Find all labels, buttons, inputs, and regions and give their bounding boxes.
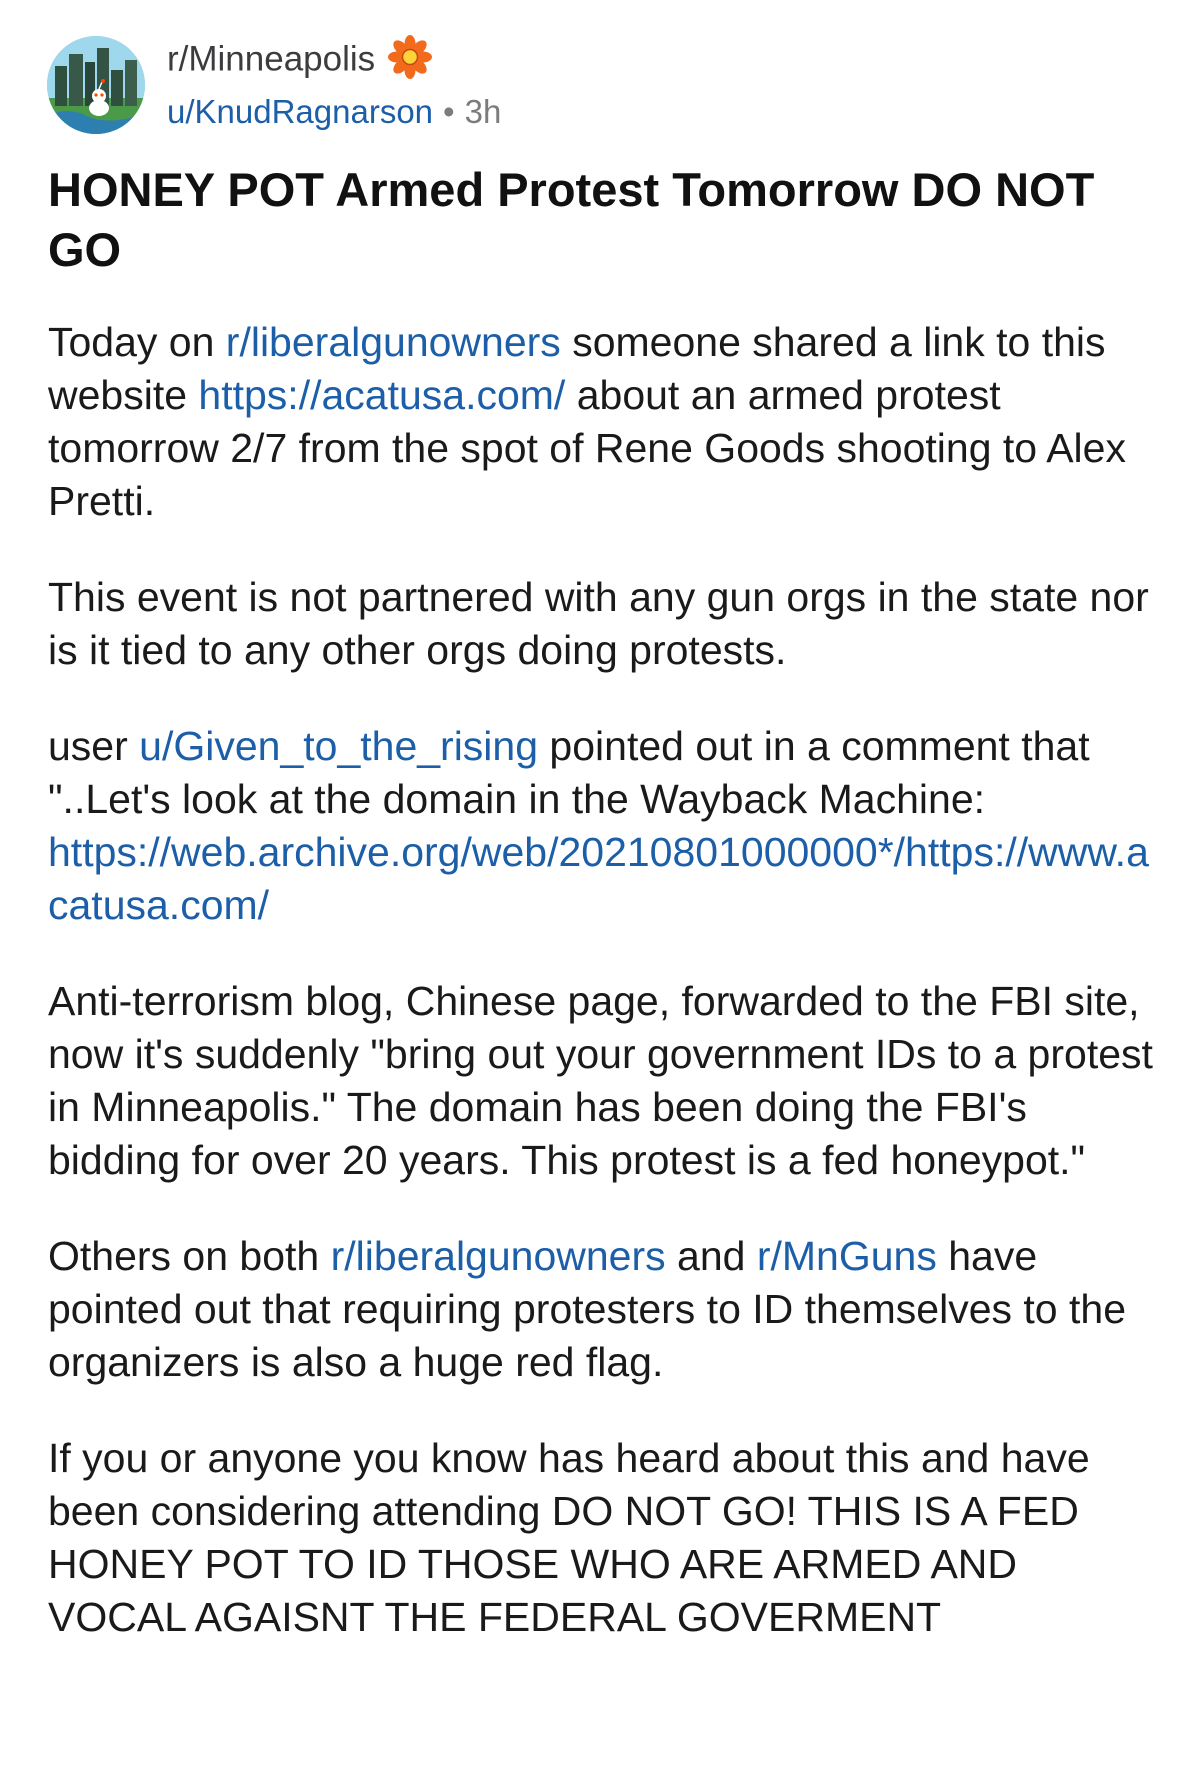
wayback-machine-link[interactable]: https://web.archive.org/web/20210801000000*/https://www.acatusa.com/ (48, 829, 1149, 928)
body-paragraph-1 (48, 316, 1153, 528)
subreddit-avatar[interactable] (47, 36, 145, 134)
text-span: pointed out in a comment that "..Let's look at the domain in the Wayback Machine: (48, 723, 1090, 822)
body-paragraph-6: If you or anyone you know has heard about this and have been considering attending DO NOT GO! THIS IS A FED HONEY POT TO ID THOSE WHO ARE ARMED AND VOCAL AGAISNT THE FEDERAL GOVERMENT (48, 1435, 1090, 1640)
skyline-avatar-icon (47, 36, 145, 134)
post-header (47, 30, 1147, 140)
text-span: Today on (48, 319, 226, 365)
text-span: Others on both (48, 1233, 331, 1279)
website-link-acatusa[interactable]: https://acatusa.com/ (198, 372, 566, 418)
text-span: about an armed protest tomorrow 2/7 from the spot of Rene Goods shooting to Alex Pretti. (48, 372, 1126, 524)
subreddit-name[interactable]: r/Minneapolis (167, 39, 376, 79)
text-span: user (48, 723, 140, 769)
subreddit-link-liberalgunowners-2[interactable]: r/liberalgunowners (330, 1233, 666, 1279)
author-link[interactable]: u/KnudRagnarson (167, 93, 434, 130)
body-paragraph-3 (48, 720, 1153, 932)
post-body (48, 316, 1153, 1687)
text-span: someone shared a link to this website (48, 319, 1106, 418)
text-span: and (665, 1233, 757, 1279)
subreddit-link-mnguns[interactable]: r/MnGuns (756, 1233, 937, 1279)
user-link-given-to-the-rising[interactable]: u/Given_to_the_rising (139, 723, 539, 769)
post-title[interactable]: HONEY POT Armed Protest Tomorrow DO NOT GO (48, 163, 1095, 276)
body-paragraph-5 (48, 1230, 1153, 1389)
text-span: have pointed out that requiring protesters to ID themselves to the organizers is also a huge red flag. (48, 1233, 1126, 1385)
body-paragraph-4: Anti-terrorism blog, Chinese page, forwarded to the FBI site, now it's suddenly "bring out your government IDs to a protest in Minneapolis." The domain has been doing the FBI's bidding for over 20 years. This protest is a fed honeypot." (48, 978, 1153, 1183)
author-line (167, 92, 501, 132)
body-paragraph-2: This event is not partnered with any gun orgs in the state nor is it tied to any other orgs doing protests. (48, 574, 1149, 673)
post-age: 3h (464, 93, 502, 130)
meta-separator: • (443, 93, 455, 130)
subreddit-line (167, 38, 433, 84)
subreddit-link-liberalgunowners[interactable]: r/liberalgunowners (225, 319, 561, 365)
flower-award-icon (387, 34, 433, 80)
